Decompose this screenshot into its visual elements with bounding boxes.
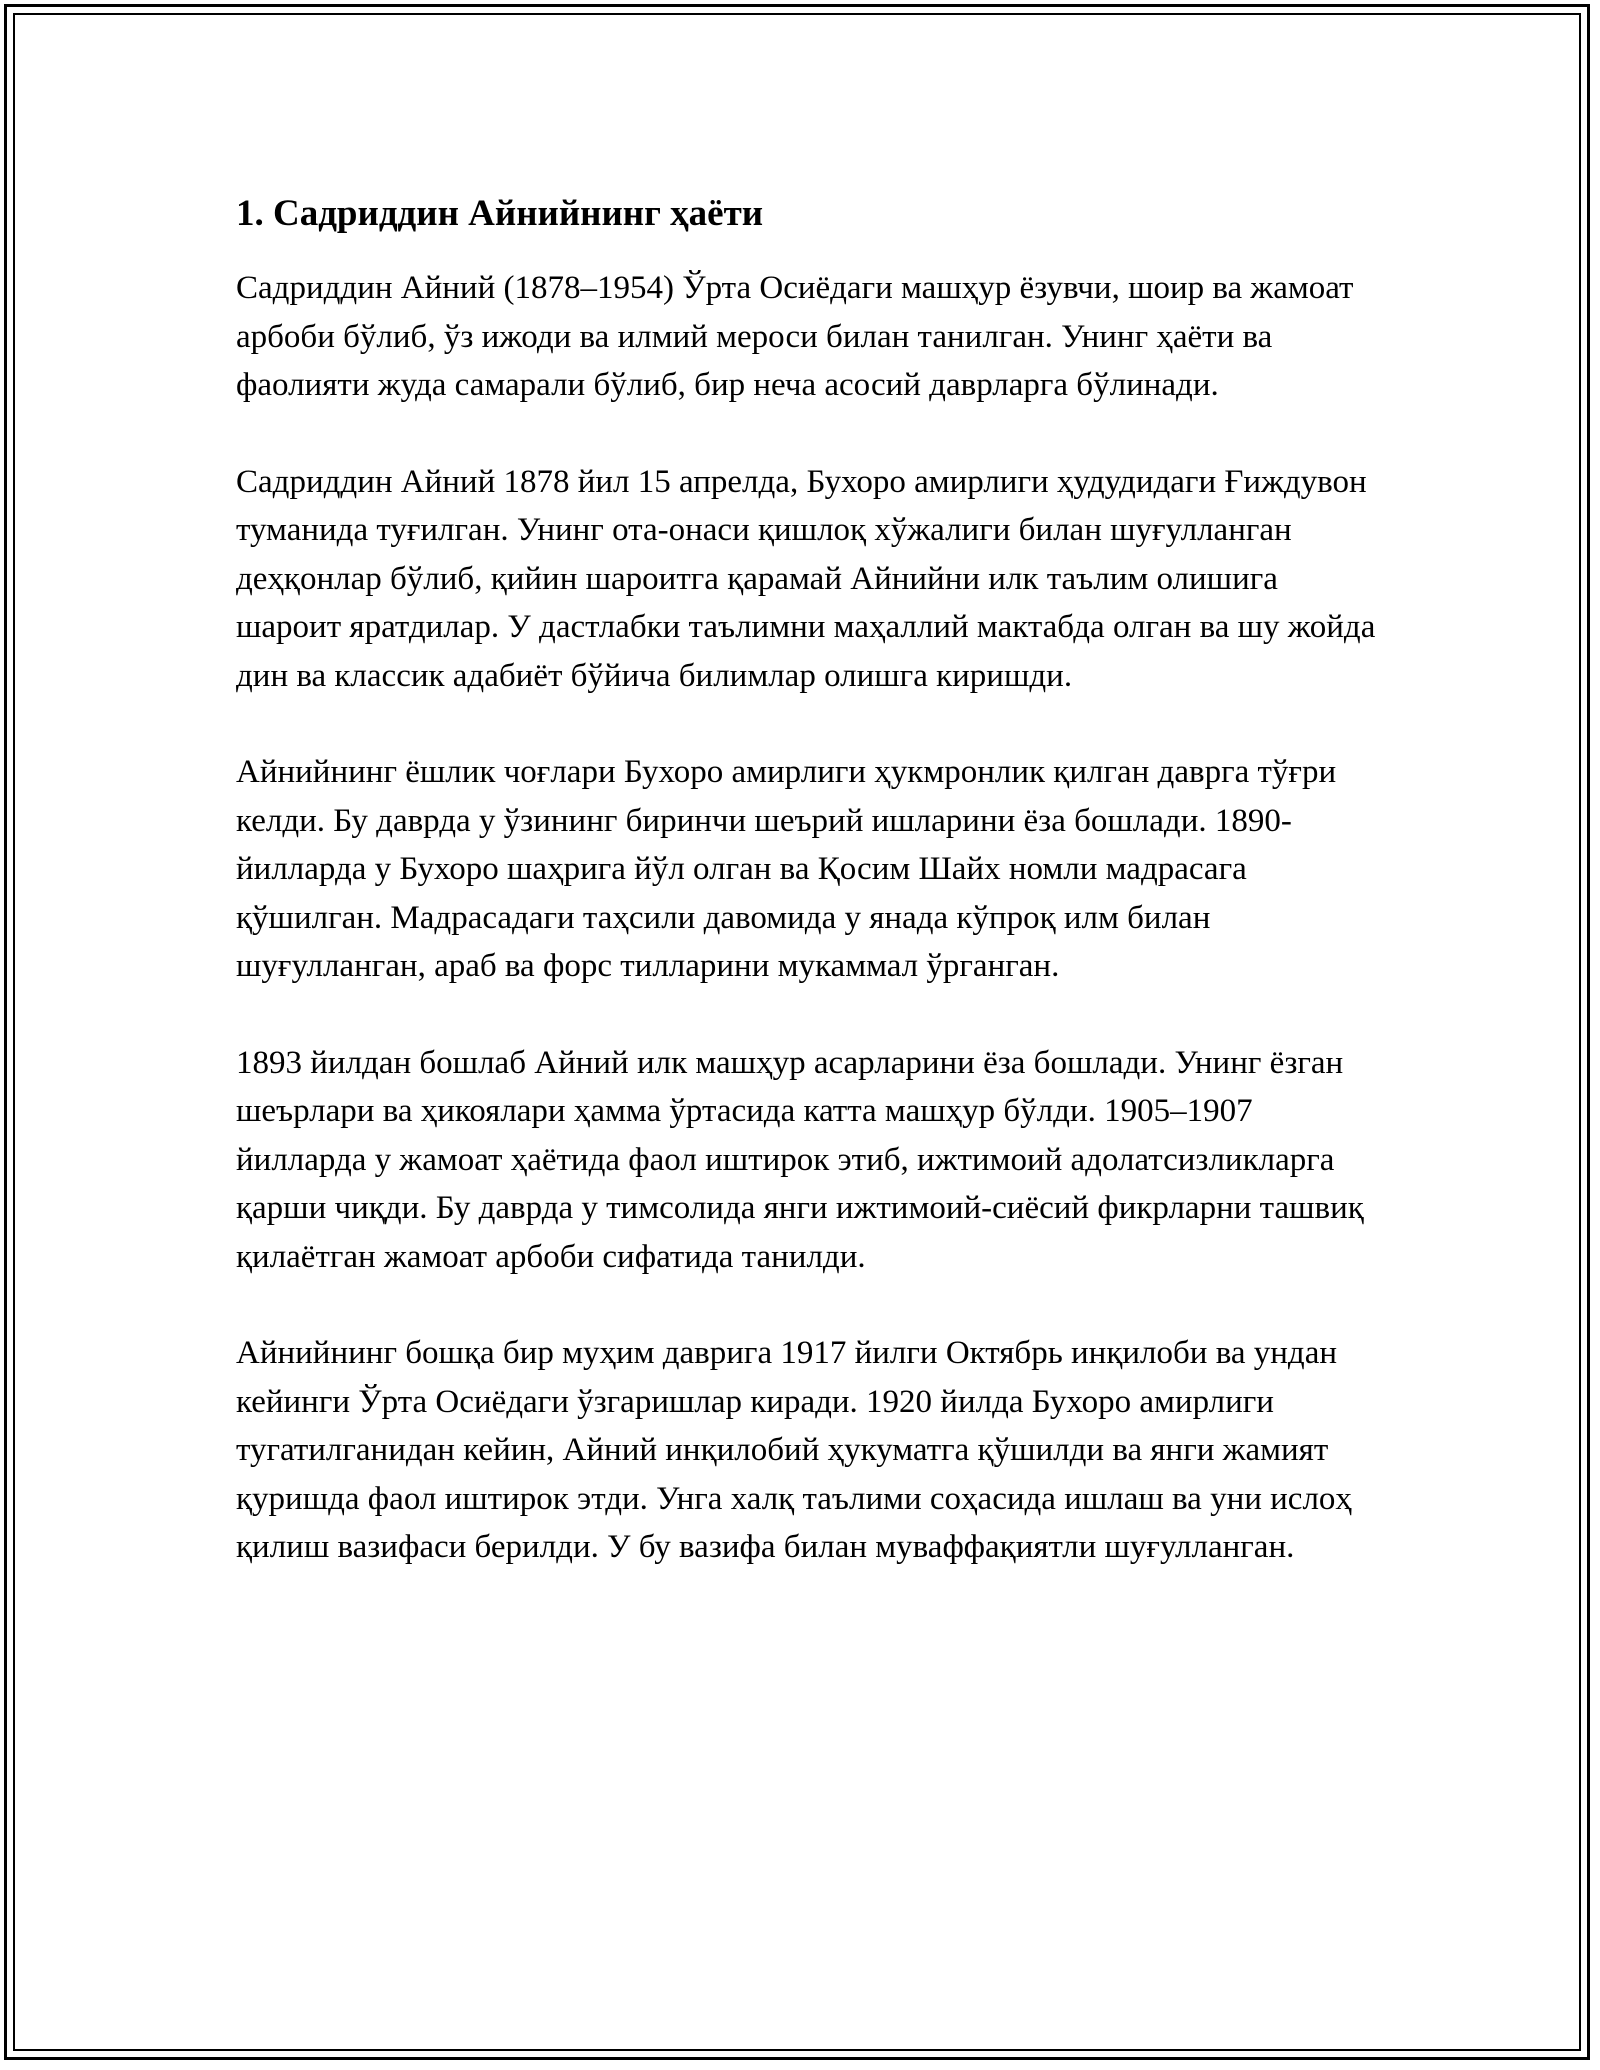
paragraph-early-works: 1893 йилдан бошлаб Айний илк машҳур асарларини ёза бошлади. Унинг ёзган шеърлари ва ҳикоялари ҳамма ўртасида катта машҳур бўлди. 1905–1907 йилларда у жамоат ҳаётида фаол иштирок этиб, ижтимоий адолатсизликларга қарши чиқди. Бу даврда у тимсолида янги ижтимоий-сиёсий фикрларни ташвиқ қилаётган жамоат арбоби сифатида танилди. — [236, 1044, 1364, 1275]
paragraph-birth: Садриддин Айний 1878 йил 15 апрелда, Бухоро амирлиги ҳудудидаги Ғиждувон туманида туғилган. Унинг ота-онаси қишлоқ хўжалиги билан шуғулланган деҳқонлар бўлиб, қийин шароитга қарамай Айнийни илк таълим олишига шароит яратдилар. У дастлабки таълимни маҳаллий мактабда олган ва шу жойда дин ва классик адабиёт бўйича билимлар олишга киришди. — [236, 463, 1376, 694]
document-title: 1. Садриддин Айнийнинг ҳаёти — [236, 193, 764, 234]
document-body — [236, 190, 1386, 1620]
paragraph-revolution: Айнийнинг бошқа бир муҳим даврига 1917 йилги Октябрь инқилоби ва ундан кейинги Ўрта Осиёдаги ўзгаришлар киради. 1920 йилда Бухоро амирлиги тугатилганидан кейин, Айний инқилобий ҳукуматга қўшилди ва янги жамият қуришда фаол иштирок этди. Унга халқ таълими соҳасида ишлаш ва уни ислоҳ қилиш вазифаси берилди. У бу вазифа билан муваффақиятли шуғулланган. — [236, 1335, 1352, 1565]
paragraph-youth: Айнийнинг ёшлик чоғлари Бухоро амирлиги ҳукмронлик қилган даврга тўғри келди. Бу даврда у ўзининг биринчи шеърий ишларини ёза бошлади. 1890-йилларда у Бухоро шаҳрига йўл олган ва Қосим Шайх номли мадрасага қўшилган. Мадрасадаги таҳсили давомида у янада кўпроқ илм билан шуғулланган, араб ва форс тилларини мукаммал ўрганган. — [236, 754, 1337, 984]
paragraph-intro: Садриддин Айний (1878–1954) Ўрта Осиёдаги машҳур ёзувчи, шоир ва жамоат арбоби бўлиб, ўз ижоди ва илмий мероси билан танилган. Унинг ҳаёти ва фаолияти жуда самарали бўлиб, бир неча асосий даврларга бўлинади. — [236, 270, 1354, 403]
